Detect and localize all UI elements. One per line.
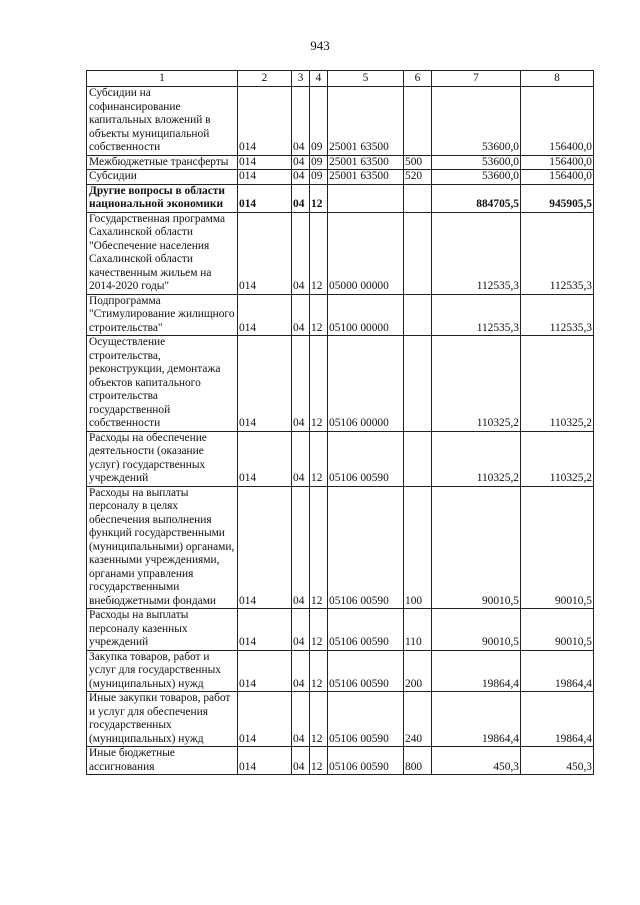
- table-row: [87, 747, 594, 775]
- item-name-cell: Межбюджетные трансферты: [87, 155, 238, 170]
- amount-col7-cell: 53600,0: [432, 170, 521, 185]
- expense-type-cell: 520: [404, 170, 432, 185]
- subsection-code-cell: 12: [310, 212, 328, 294]
- amount-col8-cell: 156400,0: [521, 155, 594, 170]
- section-code-cell: 04: [292, 486, 310, 609]
- section-code-cell: 04: [292, 184, 310, 212]
- expense-type-cell: 110: [404, 609, 432, 651]
- item-name-cell: Государственная программа Сахалинской области "Обеспечение населения Сахалинской области качественным жильем на 2014-2020 годы": [87, 212, 238, 294]
- section-code-cell: 04: [292, 212, 310, 294]
- amount-col8-cell: 19864,4: [521, 650, 594, 692]
- item-name-cell: Расходы на выплаты персоналу в целях обеспечения выполнения функций государственными (муниципальными) органами, казенными учреждениями, органами управления государственными внебюджетными фондами: [87, 486, 238, 609]
- ministry-code-cell: 014: [238, 431, 292, 486]
- amount-col8-cell: 112535,3: [521, 212, 594, 294]
- amount-col7-cell: 90010,5: [432, 486, 521, 609]
- target-article-cell: 05100 00000: [328, 294, 404, 336]
- table-row: [87, 650, 594, 692]
- target-article-cell: 05106 00590: [328, 650, 404, 692]
- section-code-cell: 04: [292, 155, 310, 170]
- section-code-cell: 04: [292, 431, 310, 486]
- table-row: [87, 170, 594, 185]
- section-code-cell: 04: [292, 609, 310, 651]
- amount-col8-cell: 90010,5: [521, 609, 594, 651]
- target-article-cell: 05000 00000: [328, 212, 404, 294]
- subsection-code-cell: 12: [310, 747, 328, 775]
- table-row: [87, 336, 594, 432]
- subsection-code-cell: 12: [310, 609, 328, 651]
- subsection-code-cell: 12: [310, 294, 328, 336]
- amount-col8-cell: 110325,2: [521, 431, 594, 486]
- target-article-cell: 05106 00590: [328, 486, 404, 609]
- amount-col7-cell: 110325,2: [432, 336, 521, 432]
- table-row: [87, 87, 594, 156]
- section-code-cell: 04: [292, 294, 310, 336]
- item-name-cell: Осуществление строительства, реконструкции, демонтажа объектов капитального строительства государственной собственности: [87, 336, 238, 432]
- amount-col8-cell: 110325,2: [521, 336, 594, 432]
- ministry-code-cell: 014: [238, 170, 292, 185]
- section-code-cell: 04: [292, 170, 310, 185]
- header-cell: 2: [238, 71, 292, 87]
- header-cell: 3: [292, 71, 310, 87]
- target-article-cell: [328, 184, 404, 212]
- target-article-cell: 05106 00590: [328, 747, 404, 775]
- target-article-cell: 05106 00590: [328, 609, 404, 651]
- header-cell: 8: [521, 71, 594, 87]
- amount-col8-cell: 156400,0: [521, 87, 594, 156]
- table-row: [87, 486, 594, 609]
- ministry-code-cell: 014: [238, 212, 292, 294]
- subsection-code-cell: 09: [310, 87, 328, 156]
- header-cell: 7: [432, 71, 521, 87]
- header-cell: 6: [404, 71, 432, 87]
- item-name-cell: Расходы на выплаты персоналу казенных учреждений: [87, 609, 238, 651]
- item-name-cell: Субсидии: [87, 170, 238, 185]
- ministry-code-cell: 014: [238, 609, 292, 651]
- target-article-cell: 25001 63500: [328, 87, 404, 156]
- amount-col7-cell: 90010,5: [432, 609, 521, 651]
- subsection-code-cell: 12: [310, 336, 328, 432]
- table-row: [87, 294, 594, 336]
- budget-table: [86, 70, 594, 775]
- table-row: [87, 431, 594, 486]
- item-name-cell: Закупка товаров, работ и услуг для государственных (муниципальных) нужд: [87, 650, 238, 692]
- subsection-code-cell: 09: [310, 155, 328, 170]
- subsection-code-cell: 09: [310, 170, 328, 185]
- expense-type-cell: 240: [404, 692, 432, 747]
- amount-col8-cell: 945905,5: [521, 184, 594, 212]
- amount-col7-cell: 53600,0: [432, 87, 521, 156]
- expense-type-cell: [404, 184, 432, 212]
- subsection-code-cell: 12: [310, 650, 328, 692]
- expense-type-cell: [404, 87, 432, 156]
- amount-col8-cell: 156400,0: [521, 170, 594, 185]
- ministry-code-cell: 014: [238, 650, 292, 692]
- amount-col7-cell: 450,3: [432, 747, 521, 775]
- amount-col7-cell: 884705,5: [432, 184, 521, 212]
- ministry-code-cell: 014: [238, 486, 292, 609]
- expense-type-cell: [404, 294, 432, 336]
- subsection-code-cell: 12: [310, 431, 328, 486]
- amount-col7-cell: 112535,3: [432, 212, 521, 294]
- amount-col8-cell: 450,3: [521, 747, 594, 775]
- subsection-code-cell: 12: [310, 184, 328, 212]
- expense-type-cell: 100: [404, 486, 432, 609]
- amount-col8-cell: 19864,4: [521, 692, 594, 747]
- target-article-cell: 05106 00590: [328, 692, 404, 747]
- amount-col7-cell: 19864,4: [432, 650, 521, 692]
- section-code-cell: 04: [292, 87, 310, 156]
- target-article-cell: 25001 63500: [328, 170, 404, 185]
- ministry-code-cell: 014: [238, 155, 292, 170]
- target-article-cell: 05106 00590: [328, 431, 404, 486]
- section-code-cell: 04: [292, 692, 310, 747]
- amount-col7-cell: 112535,3: [432, 294, 521, 336]
- expense-type-cell: 500: [404, 155, 432, 170]
- table-row: [87, 609, 594, 651]
- header-cell: 1: [87, 71, 238, 87]
- item-name-cell: Иные закупки товаров, работ и услуг для обеспечения государственных (муниципальных) нужд: [87, 692, 238, 747]
- amount-col7-cell: 110325,2: [432, 431, 521, 486]
- target-article-cell: 25001 63500: [328, 155, 404, 170]
- table-row: [87, 212, 594, 294]
- expense-type-cell: [404, 431, 432, 486]
- ministry-code-cell: 014: [238, 692, 292, 747]
- target-article-cell: 05106 00000: [328, 336, 404, 432]
- item-name-cell: Расходы на обеспечение деятельности (оказание услуг) государственных учреждений: [87, 431, 238, 486]
- ministry-code-cell: 014: [238, 184, 292, 212]
- section-code-cell: 04: [292, 747, 310, 775]
- ministry-code-cell: 014: [238, 336, 292, 432]
- item-name-cell: Подпрограмма "Стимулирование жилищного строительства": [87, 294, 238, 336]
- expense-type-cell: [404, 336, 432, 432]
- amount-col8-cell: 112535,3: [521, 294, 594, 336]
- page-number: 943: [310, 38, 330, 53]
- table-row: [87, 692, 594, 747]
- item-name-cell: Иные бюджетные ассигнования: [87, 747, 238, 775]
- expense-type-cell: [404, 212, 432, 294]
- amount-col8-cell: 90010,5: [521, 486, 594, 609]
- expense-type-cell: 200: [404, 650, 432, 692]
- item-name-cell: Другие вопросы в области национальной экономики: [87, 184, 238, 212]
- header-cell: 4: [310, 71, 328, 87]
- table-row: [87, 184, 594, 212]
- section-code-cell: 04: [292, 650, 310, 692]
- section-code-cell: 04: [292, 336, 310, 432]
- item-name-cell: Субсидии на софинансирование капитальных вложений в объекты муниципальной собственности: [87, 87, 238, 156]
- amount-col7-cell: 19864,4: [432, 692, 521, 747]
- amount-col7-cell: 53600,0: [432, 155, 521, 170]
- header-cell: 5: [328, 71, 404, 87]
- header-row: [87, 71, 594, 87]
- subsection-code-cell: 12: [310, 692, 328, 747]
- ministry-code-cell: 014: [238, 747, 292, 775]
- table-row: [87, 155, 594, 170]
- ministry-code-cell: 014: [238, 294, 292, 336]
- ministry-code-cell: 014: [238, 87, 292, 156]
- subsection-code-cell: 12: [310, 486, 328, 609]
- expense-type-cell: 800: [404, 747, 432, 775]
